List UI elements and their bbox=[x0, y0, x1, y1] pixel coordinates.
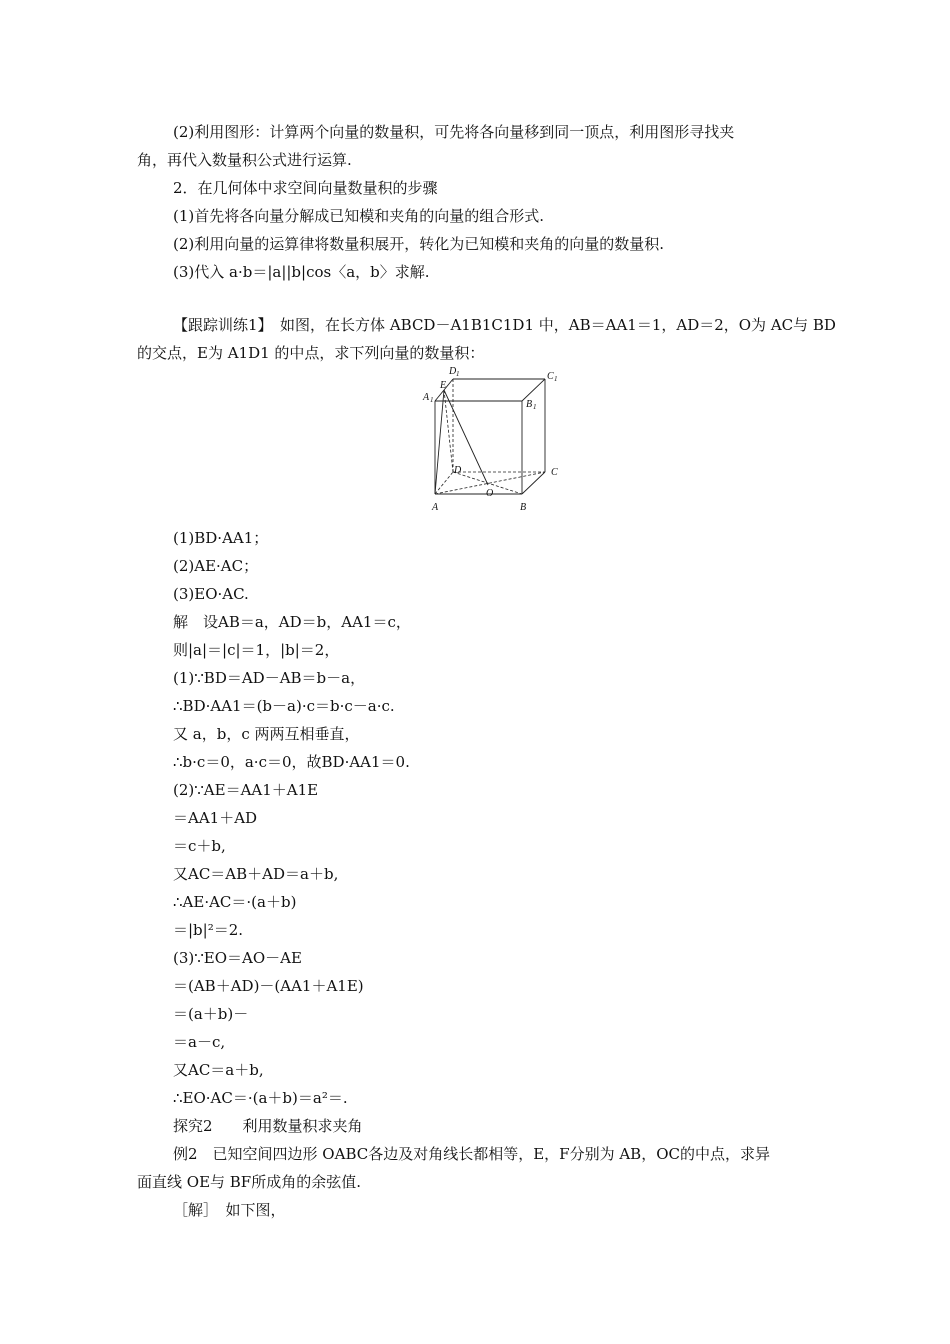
text-line: 【跟踪训练1】 如图，在长方体 ABCD－A1B1C1D1 中，AB＝AA1＝1，AD＝2，O为 AC与 BD bbox=[173, 316, 836, 334]
section-heading: 探究2 利用数量积求夹角 bbox=[173, 1117, 363, 1135]
text-line: ＝(AB＋AD)－(AA1＋A1E) bbox=[173, 977, 364, 995]
label-B1: B bbox=[526, 399, 533, 410]
text-line: ＝c＋b, bbox=[173, 837, 226, 855]
text-line: 又AC＝a＋b, bbox=[173, 1061, 264, 1079]
label-C1: C bbox=[547, 371, 554, 382]
text-line: 角，再代入数量积公式进行运算. bbox=[137, 151, 352, 169]
label-D1: D bbox=[449, 366, 457, 377]
label-A1: A bbox=[423, 392, 430, 403]
text-line: 2．在几何体中求空间向量数量积的步骤 bbox=[173, 179, 438, 197]
text-line: ［解］ 如下图， bbox=[173, 1201, 286, 1219]
text-line: ＝|b|²＝2. bbox=[173, 921, 244, 939]
label-A1-subscript: 1 bbox=[430, 396, 434, 404]
text-line: 解 设AB＝a，AD＝b，AA1＝c， bbox=[173, 613, 411, 631]
text-line: ∴BD·AA1＝(b－a)·c＝b·c－a·c. bbox=[173, 697, 395, 715]
text-line: (1)首先将各向量分解成已知模和夹角的向量的组合形式. bbox=[173, 207, 545, 225]
text-line: (2)利用向量的运算律将数量积展开，转化为已知模和夹角的向量的数量积. bbox=[173, 235, 665, 253]
text-line: ∴b·c＝0，a·c＝0，故BD·AA1＝0. bbox=[173, 753, 410, 771]
label-D1-subscript: 1 bbox=[456, 370, 460, 378]
text-line: ＝AA1＋AD bbox=[173, 809, 258, 827]
label-D: D bbox=[454, 465, 462, 476]
label-C: C bbox=[551, 467, 558, 478]
label-E: E bbox=[440, 380, 447, 391]
label-O: O bbox=[486, 488, 494, 499]
cuboid-diagram bbox=[420, 346, 570, 516]
label-C1-subscript: 1 bbox=[554, 375, 558, 383]
text-line: (3)EO·AC. bbox=[173, 585, 249, 603]
text-line: 的交点，E为 A1D1 的中点，求下列向量的数量积： bbox=[137, 344, 485, 362]
cuboid-figure bbox=[420, 346, 570, 516]
text-line: ＝a－c, bbox=[173, 1033, 226, 1051]
label-B1-subscript: 1 bbox=[533, 403, 537, 411]
text-line: 面直线 OE与 BF所成角的余弦值. bbox=[137, 1173, 361, 1191]
text-line: (1)BD·AA1； bbox=[173, 529, 269, 547]
text-line: 又AC＝AB＋AD＝a＋b, bbox=[173, 865, 339, 883]
text-line: ∴EO·AC＝·(a＋b)＝a²＝. bbox=[173, 1089, 348, 1107]
text-line: ＝(a＋b)－ bbox=[173, 1005, 249, 1023]
text-line: 例2 已知空间四边形 OABC各边及对角线长都相等，E，F分别为 AB，OC的中点，求异 bbox=[173, 1145, 770, 1163]
text-line: (2)AE·AC； bbox=[173, 557, 259, 575]
text-line: 又 a，b，c 两两互相垂直， bbox=[173, 725, 360, 743]
text-line: (2)利用图形：计算两个向量的数量积，可先将各向量移到同一顶点，利用图形寻找夹 bbox=[173, 123, 735, 141]
text-line: (3)∵EO＝AO－AE bbox=[173, 949, 302, 967]
text-line: (3)代入 a·b＝|a||b|cos〈a，b〉求解. bbox=[173, 263, 430, 281]
text-line: ∴AE·AC＝·(a＋b) bbox=[173, 893, 297, 911]
text-line: (2)∵AE＝AA1＋A1E bbox=[173, 781, 319, 799]
label-A: A bbox=[432, 502, 439, 513]
text-line: 则|a|＝|c|＝1，|b|＝2， bbox=[173, 641, 340, 659]
label-B: B bbox=[520, 502, 527, 513]
text-line: (1)∵BD＝AD－AB＝b－a， bbox=[173, 669, 366, 687]
